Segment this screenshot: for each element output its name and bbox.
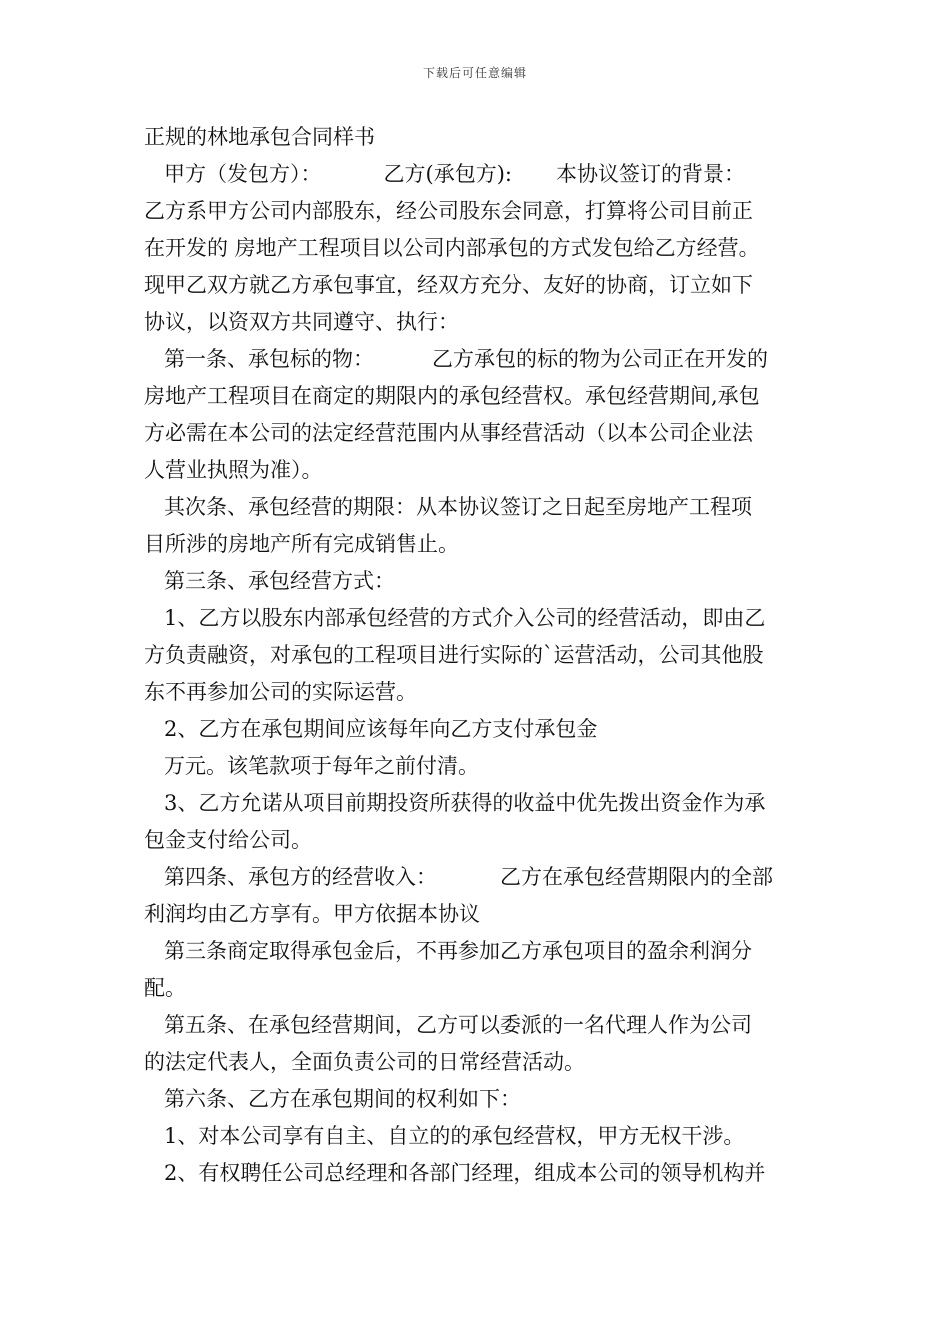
- article-3-heading: 第三条、承包经营方式：: [164, 568, 395, 593]
- article-1-text: 乙方承包的标的物为公司正在开发的: [432, 346, 768, 371]
- article-5-line: 第五条、在承包经营期间，乙方可以委派的一名代理人作为公司: [164, 1012, 752, 1037]
- paragraph-line: 协议，以资双方共同遵守、执行：: [144, 309, 459, 334]
- article-1-label: 第一条、承包标的物：: [164, 346, 374, 371]
- party-a-label: 甲方（发包方）：: [164, 161, 322, 186]
- paragraph-line: 1、乙方以股东内部承包经营的方式介入公司的经营活动，即由乙: [164, 605, 766, 630]
- paragraph-line: 2、有权聘任公司总经理和各部门经理，组成本公司的领导机构并: [164, 1160, 766, 1185]
- paragraph-line: 房地产工程项目在商定的期限内的承包经营权。承包经营期间,承包: [144, 383, 760, 408]
- paragraph-line: 包金支付给公司。: [144, 827, 312, 852]
- paragraph-line: 利润均由乙方享有。甲方依据本协议: [144, 901, 480, 926]
- paragraph-line: 配。: [144, 975, 186, 1000]
- paragraph-line: 东不再参加公司的实际运营。: [144, 679, 417, 704]
- article-4-line: [144, 857, 814, 894]
- article-1-line: [144, 339, 814, 376]
- article-2-line: 其次条、承包经营的期限：从本协议签订之日起至房地产工程项: [164, 494, 752, 519]
- parties-line: [144, 154, 814, 191]
- paragraph-line: 方必需在本公司的法定经营范围内从事经营活动（以本公司企业法: [144, 420, 753, 445]
- paragraph-line: 的法定代表人，全面负责公司的日常经营活动。: [144, 1049, 585, 1074]
- page-header-note: 下载后可任意编辑: [422, 66, 527, 80]
- paragraph-line: 目所涉的房地产所有完成销售止。: [144, 531, 459, 556]
- party-b-label: 乙方(承包方):: [383, 161, 512, 186]
- article-6-heading: 第六条、乙方在承包期间的权利如下：: [164, 1086, 521, 1111]
- paragraph-line: 万元。该笔款项于每年之前付清。: [164, 753, 479, 778]
- paragraph-line: 人营业执照为准）。: [144, 457, 323, 482]
- background-label: 本协议签订的背景：: [555, 161, 745, 186]
- paragraph-line: 方负责融资，对承包的工程项目进行实际的`运营活动，公司其他股: [144, 642, 764, 667]
- paragraph-line: 在开发的 房地产工程项目以公司内部承包的方式发包给乙方经营。: [144, 235, 760, 260]
- paragraph-line: 乙方系甲方公司内部股东，经公司股东会同意，打算将公司目前正: [144, 198, 753, 223]
- paragraph-line: 现甲乙双方就乙方承包事宜，经双方充分、友好的协商，订立如下: [144, 272, 753, 297]
- paragraph-line: 1、对本公司享有自主、自立的的承包经营权，甲方无权干涉。: [164, 1123, 745, 1148]
- article-4-text: 乙方在承包经营期限内的全部: [500, 864, 773, 889]
- document-title: 正规的林地承包合同样书: [144, 125, 375, 149]
- article-4-label: 第四条、承包方的经营收入：: [164, 864, 437, 889]
- paragraph-line: 2、乙方在承包期间应该每年向乙方支付承包金: [164, 716, 598, 741]
- paragraph-line: 3、乙方允诺从项目前期投资所获得的收益中优先拨出资金作为承: [164, 790, 766, 815]
- paragraph-line: 第三条商定取得承包金后，不再参加乙方承包项目的盈余利润分: [164, 938, 752, 963]
- contract-body: [144, 118, 814, 1190]
